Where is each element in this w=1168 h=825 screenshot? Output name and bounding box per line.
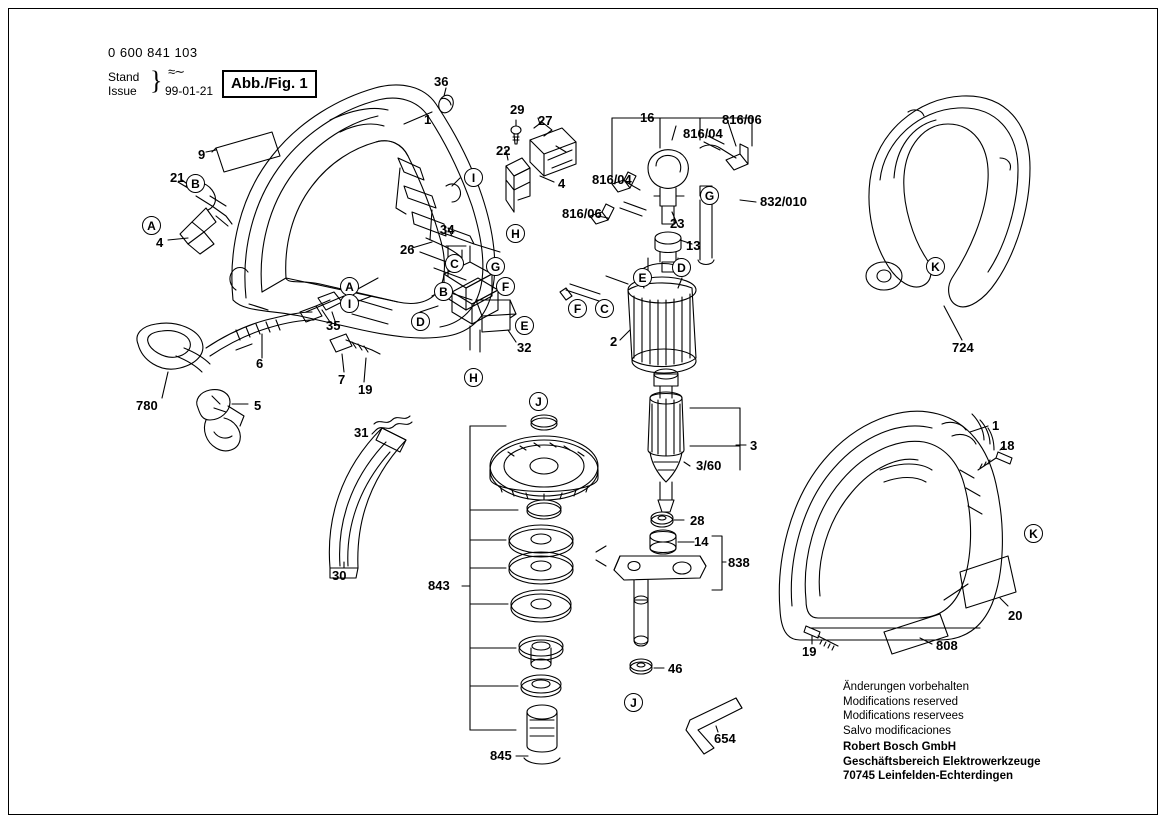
circled-letter-K-2: K	[1024, 524, 1043, 543]
callout-23: 23	[670, 216, 685, 231]
circled-letter-G-2: G	[486, 257, 505, 276]
callout-780: 780	[136, 398, 158, 413]
circled-letter-I-2: I	[340, 294, 359, 313]
callout-6: 6	[256, 356, 264, 371]
circled-letter-C-2: C	[595, 299, 614, 318]
circled-letter-F-2: F	[568, 299, 587, 318]
callout-816-06b: 816/06	[562, 206, 602, 221]
callout-838: 838	[728, 555, 750, 570]
part-number: 0 600 841 103	[108, 45, 198, 60]
callout-13: 13	[686, 238, 701, 253]
callout-32: 32	[517, 340, 532, 355]
callout-27: 27	[538, 113, 553, 128]
callout-832-010: 832/010	[760, 194, 807, 209]
callout-16: 16	[640, 110, 655, 125]
callout-724: 724	[952, 340, 974, 355]
callout-816-06: 816/06	[722, 112, 762, 127]
callout-18: 18	[1000, 438, 1015, 453]
circled-letter-J-2: J	[624, 693, 643, 712]
stand-label: Stand	[108, 70, 140, 84]
circled-letter-E-2: E	[515, 316, 534, 335]
callout-816-04: 816/04	[683, 126, 723, 141]
circled-letter-E-1: E	[633, 268, 652, 287]
callout-3-60: 3/60	[696, 458, 722, 473]
page-border	[8, 8, 1158, 815]
circled-letter-B-2: B	[434, 282, 453, 301]
callout-26: 26	[400, 242, 415, 257]
circled-letter-D-2: D	[411, 312, 430, 331]
callout-2: 2	[610, 334, 618, 349]
callout-808: 808	[936, 638, 958, 653]
circled-letter-A-2: A	[340, 277, 359, 296]
modifications-line-en: Modifications reserved	[843, 695, 959, 708]
circled-letter-H-1: H	[506, 224, 525, 243]
circled-letter-G-1: G	[700, 186, 719, 205]
callout-7: 7	[338, 372, 346, 387]
company-location: 70745 Leinfelden-Echterdingen	[843, 770, 1013, 782]
callout-5: 5	[254, 398, 262, 413]
circled-letter-D-1: D	[672, 258, 691, 277]
callout-30: 30	[332, 568, 347, 583]
callout-21: 21	[170, 170, 185, 185]
callout-46: 46	[668, 661, 683, 676]
company-name: Robert Bosch GmbH	[843, 741, 957, 753]
callout-28: 28	[690, 513, 705, 528]
modifications-line-de: Änderungen vorbehalten	[843, 681, 969, 693]
issue-label: Issue	[108, 84, 137, 98]
callout-4-switch: 4	[558, 176, 566, 191]
callout-816-04b: 816/04	[592, 172, 632, 187]
figure-label: Abb./Fig. 1	[222, 70, 317, 98]
modifications-notice	[843, 680, 969, 738]
signature-mark-icon: ≈∼	[168, 64, 185, 79]
callout-34: 34	[440, 222, 455, 237]
callout-4-left: 4	[156, 235, 164, 250]
circled-letter-B-1: B	[186, 174, 205, 193]
callout-31: 31	[354, 425, 369, 440]
circled-letter-K-1: K	[926, 257, 945, 276]
circled-letter-A-1: A	[142, 216, 161, 235]
company-address	[843, 740, 1041, 784]
issue-date: 99-01-21	[165, 84, 214, 98]
modifications-line-fr: Modifications reservees	[843, 710, 964, 722]
circled-letter-J-1: J	[529, 392, 548, 411]
callout-843: 843	[428, 578, 450, 593]
circled-letter-H-2: H	[464, 368, 483, 387]
callout-1: 1	[424, 112, 432, 127]
callout-14: 14	[694, 534, 709, 549]
modifications-line-es: Salvo modificaciones	[843, 724, 952, 737]
callout-19: 19	[358, 382, 373, 397]
callout-845: 845	[490, 748, 512, 763]
callout-1-right: 1	[992, 418, 1000, 433]
brace-glyph: }	[150, 66, 163, 95]
callout-35: 35	[326, 318, 341, 333]
circled-letter-F-1: F	[496, 277, 515, 296]
circled-letter-C-1: C	[445, 254, 464, 273]
callout-20: 20	[1008, 608, 1023, 623]
callout-36: 36	[434, 74, 449, 89]
callout-3: 3	[750, 438, 758, 453]
callout-22: 22	[496, 143, 511, 158]
company-division: Geschäftsbereich Elektrowerkzeuge	[843, 755, 1041, 768]
stand-issue-labels	[108, 70, 139, 98]
circled-letter-I-1: I	[464, 168, 483, 187]
callout-9: 9	[198, 147, 206, 162]
callout-19-right: 19	[802, 644, 817, 659]
callout-29: 29	[510, 102, 525, 117]
callout-654: 654	[714, 731, 736, 746]
